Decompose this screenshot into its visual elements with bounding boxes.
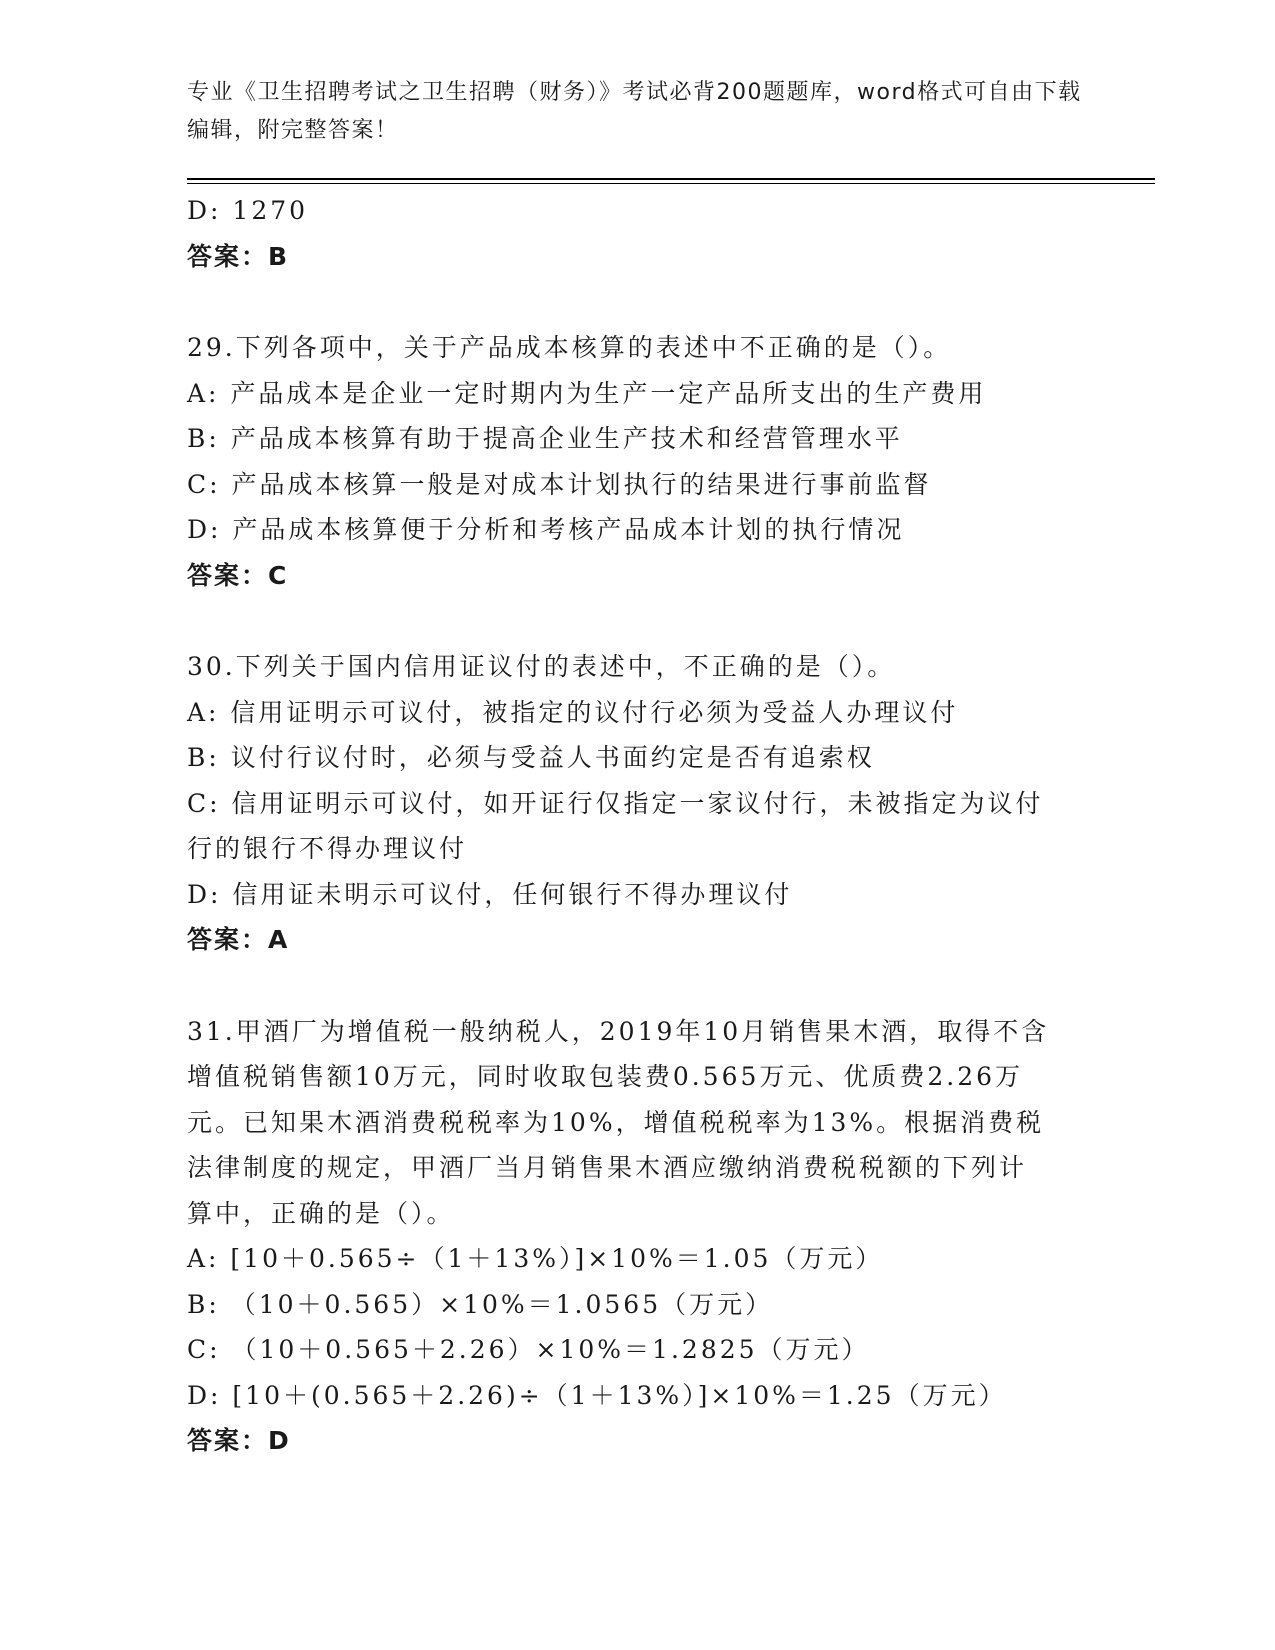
- option-line: D: 1270: [187, 196, 309, 225]
- option-line: 行的银行不得办理议付: [187, 834, 468, 863]
- option-line: A: [10＋0.565÷（1＋13%）]×10%＝1.05（万元）: [187, 1244, 884, 1273]
- question-stem-line: 算中，正确的是（）。: [187, 1198, 455, 1228]
- header-divider-thick: [187, 178, 1155, 180]
- question-stem-line: 31.甲酒厂为增值税一般纳税人，2019年10月销售果木酒，取得不含: [187, 1016, 1050, 1046]
- option-line: D: [10＋(0.565＋2.26)÷（1＋13%）]×10%＝1.25（万元）: [187, 1380, 1007, 1410]
- option-line: B: （10＋0.565）×10%＝1.0565（万元）: [187, 1289, 774, 1319]
- option-line: B: 产品成本核算有助于提高企业生产技术和经营管理水平: [187, 424, 903, 453]
- answer-line: 答案：C: [187, 560, 289, 590]
- spacer: [187, 598, 1087, 644]
- option-line: C: （10＋0.565＋2.26）×10%＝1.2825（万元）: [187, 1335, 870, 1364]
- header-divider-thin: [187, 183, 1155, 184]
- question-stem-line: 法律制度的规定，甲酒厂当月销售果木酒应缴纳消费税税额的下列计: [187, 1153, 1028, 1182]
- questions-container: [187, 325, 1087, 1464]
- option-line: C: 信用证明示可议付，如开证行仅指定一家议付行，未被指定为议付: [187, 788, 1044, 818]
- option-line: A: 产品成本是企业一定时期内为生产一定产品所支出的生产费用: [187, 378, 987, 408]
- answer-line: 答案：A: [187, 925, 290, 954]
- question-stem-line: 29.下列各项中，关于产品成本核算的表述中不正确的是（）。: [187, 333, 952, 362]
- page-header: 专业《卫生招聘考试之卫生招聘（财务）》考试必背200题题库，word格式可自由下载编辑，附完整答案！: [187, 80, 1082, 143]
- question-list: [187, 188, 1087, 1464]
- option-line: C: 产品成本核算一般是对成本计划执行的结果进行事前监督: [187, 469, 932, 499]
- question-block: [187, 644, 1087, 1009]
- question-block: [187, 325, 1087, 644]
- question-stem-line: 30.下列关于国内信用证议付的表述中，不正确的是（）。: [187, 652, 896, 681]
- question-block: [187, 1009, 1087, 1464]
- answer-line: 答案：B: [187, 241, 290, 271]
- option-line: D: 产品成本核算便于分析和考核产品成本计划的执行情况: [187, 515, 905, 544]
- question-stem-line: 增值税销售额10万元，同时收取包装费0.565万元、优质费2.26万: [187, 1062, 1024, 1091]
- spacer: [187, 963, 1087, 1009]
- answer-line: 答案：D: [187, 1426, 291, 1455]
- spacer: [187, 279, 1087, 325]
- option-line: A: 信用证明示可议付，被指定的议付行必须为受益人办理议付: [187, 697, 959, 727]
- question-stem-line: 元。已知果木酒消费税税率为10%，增值税税率为13%。根据消费税: [187, 1107, 1045, 1137]
- option-line: D: 信用证未明示可议付，任何银行不得办理议付: [187, 879, 793, 909]
- option-line: B: 议付行议付时，必须与受益人书面约定是否有追索权: [187, 743, 875, 772]
